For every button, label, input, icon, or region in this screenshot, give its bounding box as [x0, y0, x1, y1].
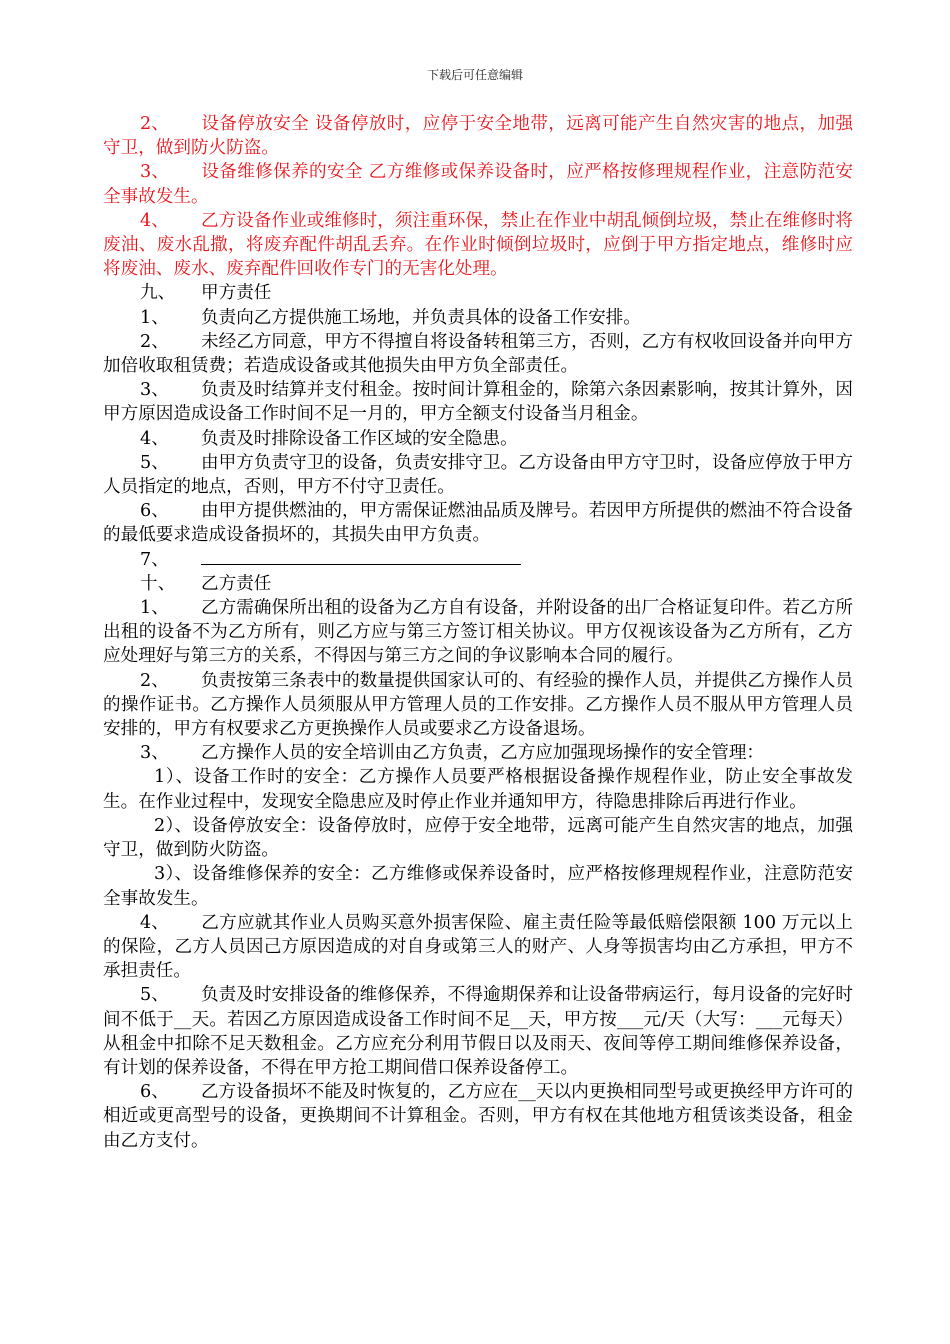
clause-number: 7、: [140, 549, 169, 570]
clause-paragraph: [103, 572, 853, 596]
clause-text: 乙方操作人员的安全培训由乙方负责，乙方应加强现场操作的安全管理：: [201, 743, 765, 764]
clause-text: 乙方应就其作业人员购买意外损害保险、雇主责任险等最低赔偿限额 100 万元以上的保险，乙方人员因己方原因造成的对自身或第三人的财产、人身等损害均由乙方承担，甲方不承担责任。: [103, 912, 853, 982]
clause-number: 十、: [140, 573, 176, 594]
page-header: 下载后可任意编辑: [426, 68, 523, 82]
clause-number: 3、: [140, 380, 169, 401]
clause-paragraph: [103, 741, 853, 765]
clause-paragraph: [103, 378, 853, 426]
clause-number: 5、: [140, 985, 169, 1006]
fill-in-blank-line: [201, 550, 521, 565]
document-body: [103, 112, 853, 1153]
clause-number: 2、: [140, 114, 169, 134]
clause-text: 负责及时结算并支付租金。按时间计算租金的，除第六条因素影响，按其计算外，因甲方原因造成设备工作时间不足一月的，甲方全额支付设备当月租金。: [103, 380, 853, 425]
clause-text: 乙方设备作业或维修时，须注重环保，禁止在作业中胡乱倾倒垃圾，禁止在维修时将废油、废水乱撒，将废弃配件胡乱丢弃。在作业时倾倒垃圾时，应倒于甲方指定地点，维修时应将废油、废水、废弃配件回收作专门的无害化处理。: [103, 210, 853, 280]
clause-text: 乙方设备损坏不能及时恢复的，乙方应在__天以内更换相同型号或更换经甲方许可的相近或更高型号的设备，更换期间不计算租金。否则，甲方有权在其他地方租赁该类设备，租金由乙方支付。: [103, 1082, 853, 1151]
clause-text: 乙方需确保所出租的设备为乙方自有设备，并附设备的出厂合格证复印件。若乙方所出租的设备不为乙方所有，则乙方应与第三方签订相关协议。甲方仅视该设备为乙方所有，乙方应处理好与第三方的关系，不得因与第三方之间的争议影响本合同的履行。: [103, 598, 853, 667]
clause-number: 2、: [140, 670, 169, 691]
clause-text: 由甲方负责守卫的设备，负责安排守卫。乙方设备由甲方守卫时，设备应停放于甲方人员指定的地点，否则，甲方不付守卫责任。: [103, 452, 853, 498]
clause-number: 3、: [140, 743, 169, 764]
clause-number: 4、: [140, 428, 169, 449]
clause-paragraph: [103, 548, 853, 572]
clause-paragraph: [103, 669, 853, 742]
sub-clause-paragraph: [103, 765, 853, 813]
sub-clause-paragraph: [103, 862, 853, 910]
clause-paragraph: [103, 983, 853, 1080]
clause-number: 4、: [140, 912, 169, 933]
clause-number: 5、: [140, 452, 169, 473]
clause-text: 甲方责任: [201, 283, 272, 304]
clause-paragraph: [103, 160, 853, 208]
clause-text: 负责按第三条表中的数量提供国家认可的、有经验的操作人员，并提供乙方操作人员的操作证书。乙方操作人员须服从甲方管理人员的工作安排。乙方操作人员不服从甲方管理人员安排的，甲方有权要求乙方更换操作人员或要求乙方设备退场。: [103, 670, 853, 740]
clause-paragraph: [103, 112, 853, 160]
clause-paragraph: [103, 427, 853, 451]
clause-number: 2、: [140, 331, 169, 352]
clause-paragraph: [103, 1080, 853, 1153]
clause-number: 1、: [140, 307, 169, 328]
clause-text: 2）、设备停放安全：设备停放时，应停于安全地带，远离可能产生自然灾害的地点，加强守卫，做到防火防盗。: [103, 815, 853, 861]
clause-text: 3）、设备维修保养的安全：乙方维修或保养设备时，应严格按修理规程作业，注意防范安全事故发生。: [103, 864, 853, 909]
clause-number: 6、: [140, 501, 169, 522]
clause-paragraph: [103, 306, 853, 330]
clause-text: 1）、设备工作时的安全：乙方操作人员要严格根据设备操作规程作业，防止安全事故发生。在作业过程中，发现安全隐患应及时停止作业并通知甲方，待隐患排除后再进行作业。: [103, 767, 853, 812]
clause-text: 设备停放安全 设备停放时，应停于安全地带，远离可能产生自然灾害的地点，加强守卫，做到防火防盗。: [103, 114, 853, 159]
clause-number: 6、: [140, 1082, 169, 1103]
clause-paragraph: [103, 911, 853, 984]
clause-paragraph: [103, 499, 853, 547]
clause-paragraph: [103, 451, 853, 499]
clause-number: 九、: [140, 283, 176, 304]
clause-number: 3、: [140, 162, 169, 183]
clause-text: 负责向乙方提供施工场地，并负责具体的设备工作安排。: [201, 307, 641, 328]
sub-clause-paragraph: [103, 814, 853, 862]
clause-paragraph: [103, 209, 853, 282]
clause-number: 4、: [140, 210, 169, 231]
clause-paragraph: [103, 596, 853, 669]
clause-text: 未经乙方同意，甲方不得擅自将设备转租第三方，否则，乙方有权收回设备并向甲方加倍收取租赁费；若造成设备或其他损失由甲方负全部责任。: [103, 331, 853, 377]
clause-number: 1、: [140, 598, 169, 619]
clause-text: 负责及时排除设备工作区域的安全隐患。: [201, 428, 518, 449]
clause-text: 设备维修保养的安全 乙方维修或保养设备时，应严格按修理规程作业，注意防范安全事故发生。: [103, 162, 853, 207]
clause-text: 由甲方提供燃油的，甲方需保证燃油品质及牌号。若因甲方所提供的燃油不符合设备的最低要求造成设备损坏的，其损失由甲方负责。: [103, 501, 853, 546]
clause-paragraph: [103, 330, 853, 378]
clause-paragraph: [103, 281, 853, 305]
clause-text: 乙方责任: [201, 573, 272, 594]
clause-text: 负责及时安排设备的维修保养，不得逾期保养和让设备带病运行，每月设备的完好时间不低于__天。若因乙方原因造成设备工作时间不足__天，甲方按___元/天（大写：___元每天）从租金中扣除不足天数租金。乙方应充分利用节假日以及雨天、夜间等停工期间维修保养设备，有计划的保养设备，不得在甲方抢工期间借口保养设备停工。: [103, 985, 853, 1078]
